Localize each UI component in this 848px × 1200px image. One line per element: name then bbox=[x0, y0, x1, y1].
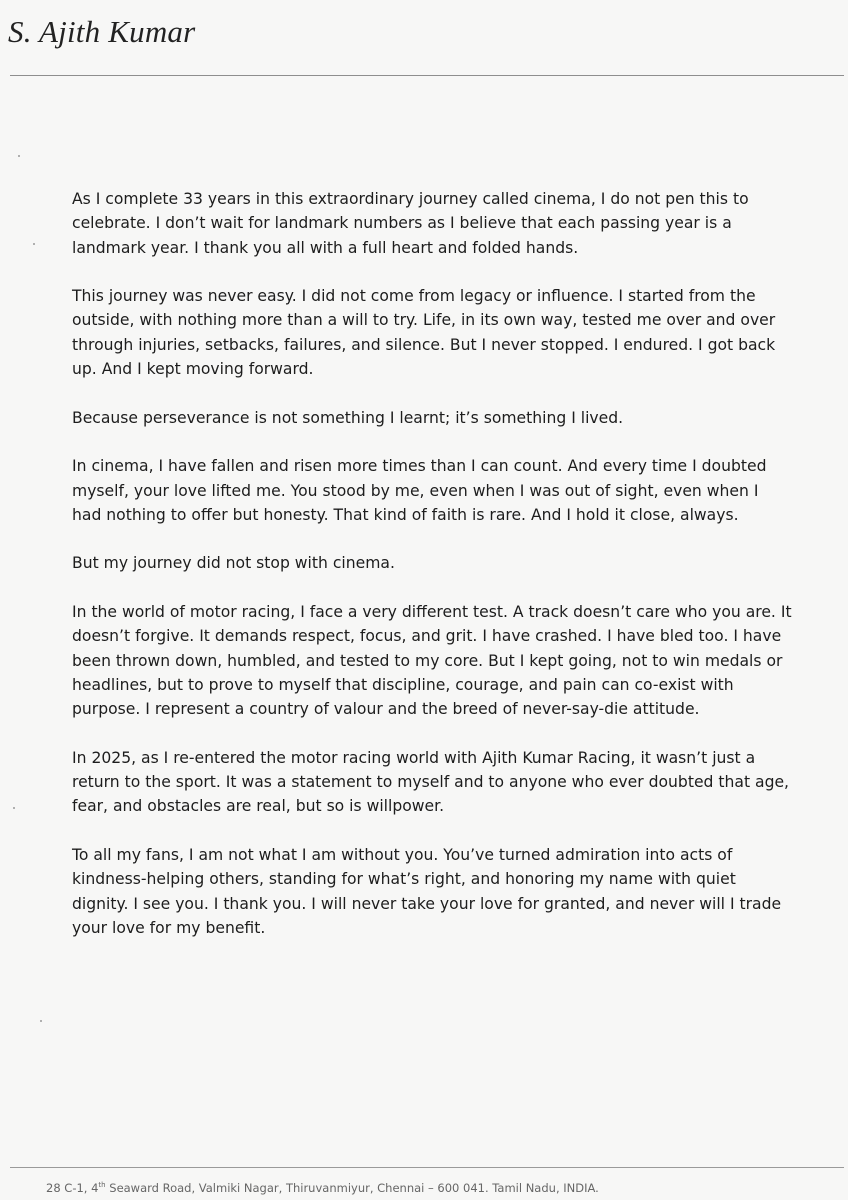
paragraph-1: As I complete 33 years in this extraordinary journey called cinema, I do not pen this to celebrate. I don’t wait for landmark numbers as I believe that each passing year is a landmark year. I thank you all with a full heart and folded hands. bbox=[72, 190, 749, 257]
footer-address-start: 28 C-1, 4 bbox=[46, 1181, 99, 1195]
letterhead-name: S. Ajith Kumar bbox=[8, 14, 196, 49]
paragraph-4: In cinema, I have fallen and risen more times than I can count. And every time I doubted myself, your love lifted me. You stood by me, even when I was out of sight, even when I had nothing to offer but honesty. That kind of faith is rare. And I hold it close, always. bbox=[72, 457, 767, 524]
header-divider bbox=[10, 75, 844, 76]
paragraph-7: In 2025, as I re-entered the motor racing world with Ajith Kumar Racing, it wasn’t just a return to the sport. It was a statement to myself and to anyone who ever doubted that age, fear, and obstacles are real, but so is willpower. bbox=[72, 748, 790, 816]
scan-speck bbox=[33, 243, 35, 245]
footer-divider bbox=[10, 1167, 844, 1168]
paragraph-2: This journey was never easy. I did not come from legacy or influence. I started from the outside, with nothing more than a will to try. Life, in its own way, tested me over and over through injuries, setbacks, failures, and silence. But I never stopped. I endured. I got back up. And I kept moving forward. bbox=[72, 287, 776, 379]
paragraph-6: In the world of motor racing, I face a very different test. A track doesn’t care who you are. It doesn’t forgive. It demands respect, focus, and grit. I have crashed. I have bled too. I have been thrown down, humbled, and tested to my core. But I kept going, not to win medals or headlines, but to prove to myself that discipline, courage, and pain can co-exist with purpose. I represent a country of valour and the breed of never-say-die attitude. bbox=[72, 603, 792, 719]
scan-speck bbox=[18, 155, 20, 157]
scan-speck bbox=[13, 807, 15, 809]
footer-address bbox=[46, 1181, 599, 1195]
letter-body bbox=[72, 187, 792, 965]
paragraph-5: But my journey did not stop with cinema. bbox=[72, 554, 395, 573]
paragraph-3: Because perseverance is not something I learnt; it’s something I lived. bbox=[72, 408, 624, 427]
footer-address-end: Seaward Road, Valmiki Nagar, Thiruvanmiyur, Chennai – 600 041. Tamil Nadu, INDIA. bbox=[105, 1181, 599, 1195]
scan-speck bbox=[40, 1020, 42, 1022]
footer-address-superscript: th bbox=[98, 1181, 106, 1190]
paragraph-8: To all my fans, I am not what I am without you. You’ve turned admiration into acts of kindness-helping others, standing for what’s right, and honoring my name with quiet dignity. I see you. I thank you. I will never take your love for granted, and never will I trade your love for my benefit. bbox=[72, 846, 782, 937]
